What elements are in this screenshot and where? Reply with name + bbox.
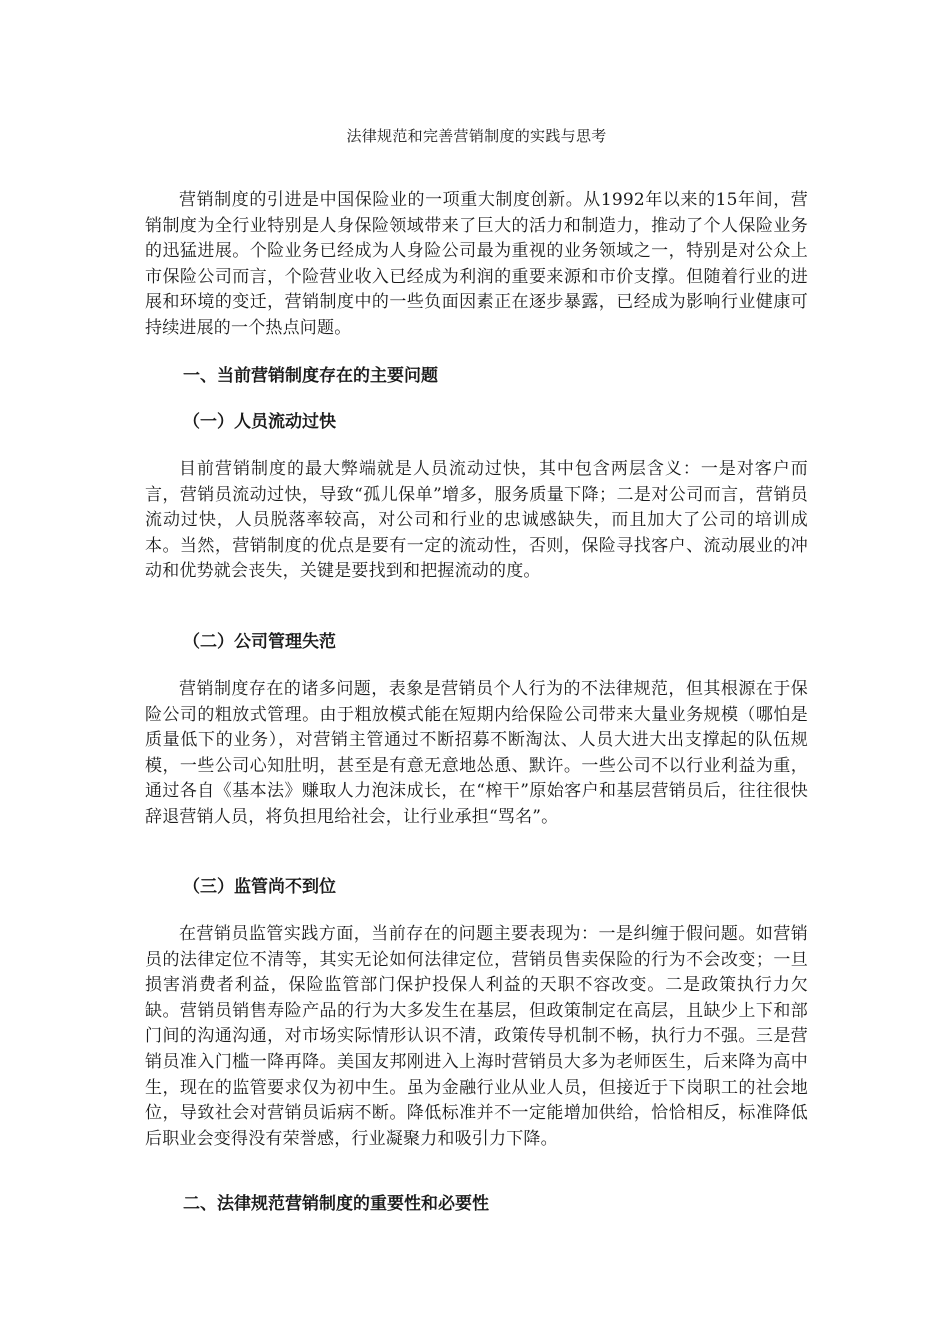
subsection-2-body: 营销制度存在的诸多问题，表象是营销员个人行为的不法律规范，但其根源在于保险公司的粗放式管理。由于粗放模式能在短期内给保险公司带来大量业务规模（哪怕是质量低下的业务），对营销主管通过不断招募不断淘汰、人员大进大出支撑起的队伍规模，一些公司心知肚明，甚至是有意无意地怂恿、默许。一些公司不以行业利益为重，通过各自《基本法》赚取人力泡沫成长，在“榨干”原始客户和基层营销员后，往往很快辞退营销人员，将负担甩给社会，让行业承担“骂名”。 [145,679,808,827]
subsection-3-heading: （三）监管尚不到位 [183,877,336,897]
subsection-2-heading: （二）公司管理失范 [183,632,336,652]
section-1-heading: 一、当前营销制度存在的主要问题 [183,366,438,386]
section-2-heading: 二、法律规范营销制度的重要性和必要性 [183,1194,489,1214]
intro-paragraph: 营销制度的引进是中国保险业的一项重大制度创新。从1992年以来的15年间，营销制度为全行业特别是人身保险领域带来了巨大的活力和制造力，推动了个人保险业务的迅猛进展。个险业务已经成为人身险公司最为重视的业务领域之一，特别是对公众上市保险公司而言，个险营业收入已经成为利润的重要来源和市价支撑。但随着行业的进展和环境的变迁，营销制度中的一些负面因素正在逐步暴露，已经成为影响行业健康可持续进展的一个热点问题。 [145,190,808,338]
subsection-1-body: 目前营销制度的最大弊端就是人员流动过快，其中包含两层含义：一是对客户而言，营销员流动过快，导致“孤儿保单”增多，服务质量下降；二是对公司而言，营销员流动过快，人员脱落率较高，对公司和行业的忠诚感缺失，而且加大了公司的培训成本。当然，营销制度的优点是要有一定的流动性，否则，保险寻找客户、流动展业的冲动和优势就会丧失，关键是要找到和把握流动的度。 [145,459,808,582]
subsection-1-heading: （一）人员流动过快 [183,412,336,432]
subsection-3-body: 在营销员监管实践方面，当前存在的问题主要表现为：一是纠缠于假问题。如营销员的法律定位不清等，其实无论如何法律定位，营销员售卖保险的行为不会改变；一旦损害消费者利益，保险监管部门保护投保人利益的天职不容改变。二是政策执行力欠缺。营销员销售寿险产品的行为大多发生在基层，但政策制定在高层，且缺少上下和部门间的沟通沟通，对市场实际情形认识不清，政策传导机制不畅，执行力不强。三是营销员准入门槛一降再降。美国友邦刚进入上海时营销员大多为老师医生，后来降为高中生，现在的监管要求仅为初中生。虽为金融行业从业人员，但接近于下岗职工的社会地位，导致社会对营销员诟病不断。降低标准并不一定能增加供给，恰恰相反，标准降低后职业会变得没有荣誉感，行业凝聚力和吸引力下降。 [145,924,808,1149]
document-title: 法律规范和完善营销制度的实践与思考 [346,127,607,145]
